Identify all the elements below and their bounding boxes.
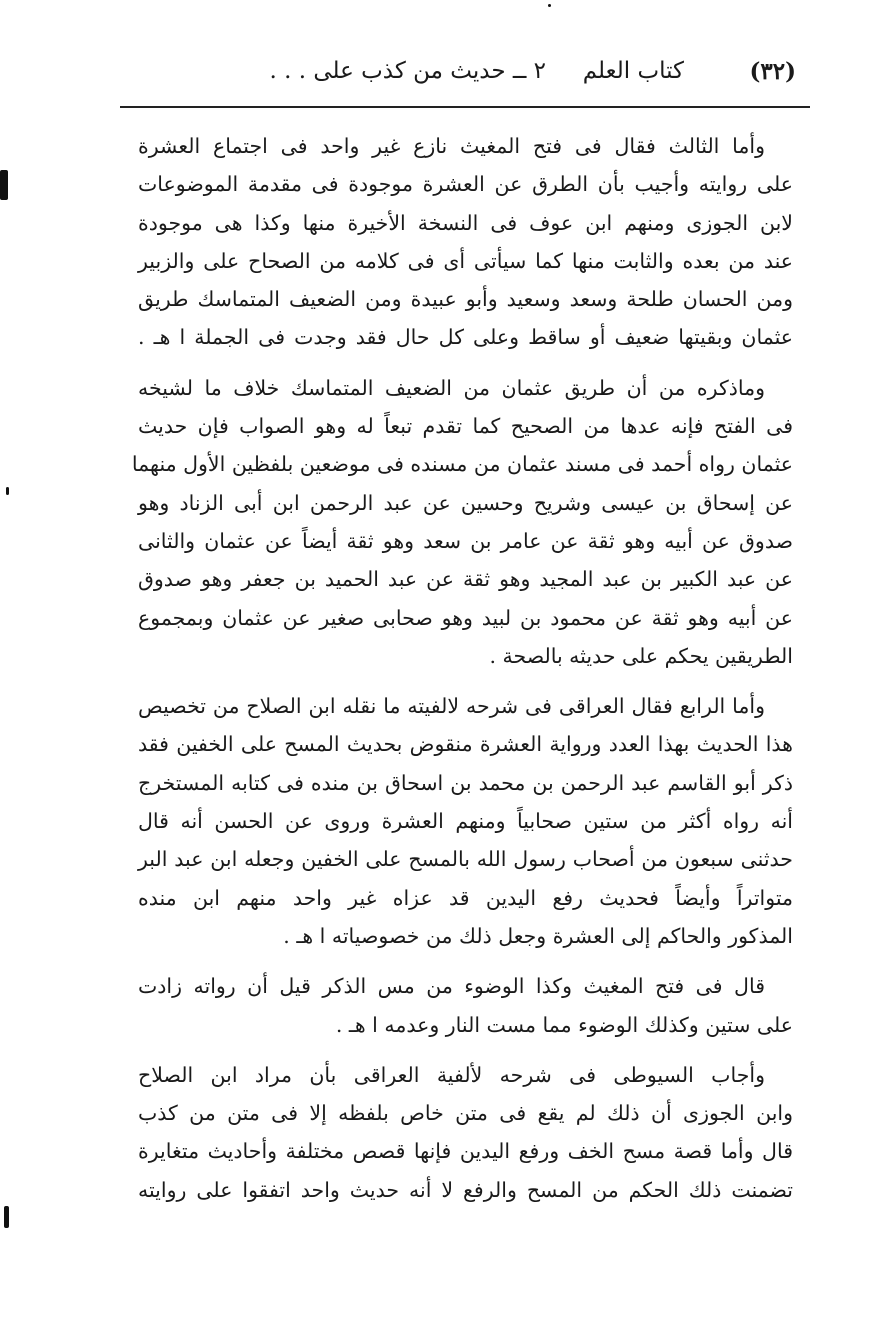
scan-speck (548, 4, 551, 7)
text-line: عثمان رواه أحمد فى مسند عثمان من مسنده فى موضعين بلفظين الأول منهما (131, 452, 793, 477)
text-line: أنه رواه أكثر من ستين صحابياً ومنهم العشرة وروى عن الحسن أنه قال (138, 809, 793, 834)
text-line: صدوق عن أبيه وهو ثقة عن عامر بن سعد وهو ثقة أيضاً عن عثمان والثانى (138, 528, 793, 553)
text-line: هذا الحديث بهذا العدد ورواية العشرة منقوض بحديث المسح على الخفين فقد (138, 732, 793, 757)
text-line: تضمنت ذلك الحكم من المسح والرفع لا أنه حديث واحد اتفقوا على روايته (138, 1177, 793, 1202)
paragraph (138, 967, 793, 1044)
running-header (150, 52, 796, 96)
header-divider (120, 106, 810, 108)
text-line: متواتراً وأيضاً فحديث رفع اليدين قد عزاه غير واحد منهم ابن منده (138, 885, 793, 910)
binding-mark (4, 1206, 9, 1228)
text-line: على ستين وكذلك الوضوء مما مست النار وعدمه ا هـ . (335, 1012, 793, 1037)
text-line: وأجاب السيوطى فى شرحه لألفية العراقى بأن مراد ابن الصلاح (138, 1062, 765, 1087)
chapter-title: ٢ ــ حديث من كذب على . . . (269, 58, 546, 84)
text-line: قال فى فتح المغيث وكذا الوضوء من مس الذكر قيل أن رواته زادت (138, 974, 765, 999)
text-line: حدثنى سبعون من أصحاب رسول الله بالمسح على الخفين وجعله ابن عبد البر (138, 847, 793, 872)
paragraph (138, 1056, 793, 1209)
text-line: عن عبد الكبير بن عبد المجيد وهو ثقة عن عبد الحميد بن جعفر وهو صدوق (138, 567, 793, 592)
text-line: على روايته وأجيب بأن الطرق عن العشرة موجودة فى مقدمة الموضوعات (138, 172, 793, 197)
text-line: عن أبيه وهو ثقة عن محمود بن لبيد وهو صحابى صغير عن عثمان وبمجموع (138, 605, 793, 630)
text-line: لابن الجوزى ومنهم ابن عوف فى النسخة الأخيرة منها وكذا هى موجودة (138, 210, 793, 235)
text-line: عند من بعده والثابت منها كما سيأتى أى فى كلامه من الصحاح على والزبير (138, 248, 793, 273)
text-line: قال وأما قصة مسح الخف ورفع اليدين فإنها قصص مختلفة وأحاديث متغايرة (138, 1139, 793, 1164)
paragraph (138, 687, 793, 955)
page-number: (٣٢) (749, 58, 796, 85)
text-line: عثمان وبقيتها ضعيف أو ساقط وعلى كل حال فقد وجدت فى الجملة ا هـ . (138, 325, 793, 350)
text-line: وابن الجوزى أن ذلك لم يقع فى متن خاص بلفظه إلا فى متن من كذب (138, 1101, 793, 1126)
text-line: ذكر أبو القاسم عبد الرحمن بن محمد بن اسحاق بن منده فى كتابه المستخرج (138, 770, 793, 795)
text-line: المذكور والحاكم إلى العشرة وجعل ذلك من خصوصياته ا هـ . (283, 923, 793, 948)
body-text (131, 127, 793, 1221)
text-line: وأما الرابع فقال العراقى فى شرحه لالفيته ما نقله ابن الصلاح من تخصيص (138, 694, 765, 719)
binding-mark (6, 487, 9, 495)
paragraph (138, 127, 793, 357)
paragraph (131, 369, 793, 675)
text-line: فى الفتح فإنه عدها من الصحيح كما تقدم تبعاً له وهو الصواب فإن حديث (138, 414, 793, 439)
text-line: ومن الحسان طلحة وسعد وسعيد وأبو عبيدة ومن الضعيف المتماسك طريق (138, 287, 793, 312)
text-line: الطريقين يحكم على حديثه بالصحة . (489, 643, 793, 668)
text-line: عن إسحاق بن عيسى وشريح وحسين عن عبد الرحمن ابن أبى الزناد وهو (138, 490, 793, 515)
text-line: وماذكره من أن طريق عثمان من الضعيف المتماسك خلاف ما لشيخه (138, 375, 765, 400)
book-title: كتاب العلم (582, 58, 684, 84)
text-line: وأما الثالث فقال فى فتح المغيث نازع غير واحد فى اجتماع العشرة (138, 134, 765, 158)
binding-mark (0, 170, 8, 200)
